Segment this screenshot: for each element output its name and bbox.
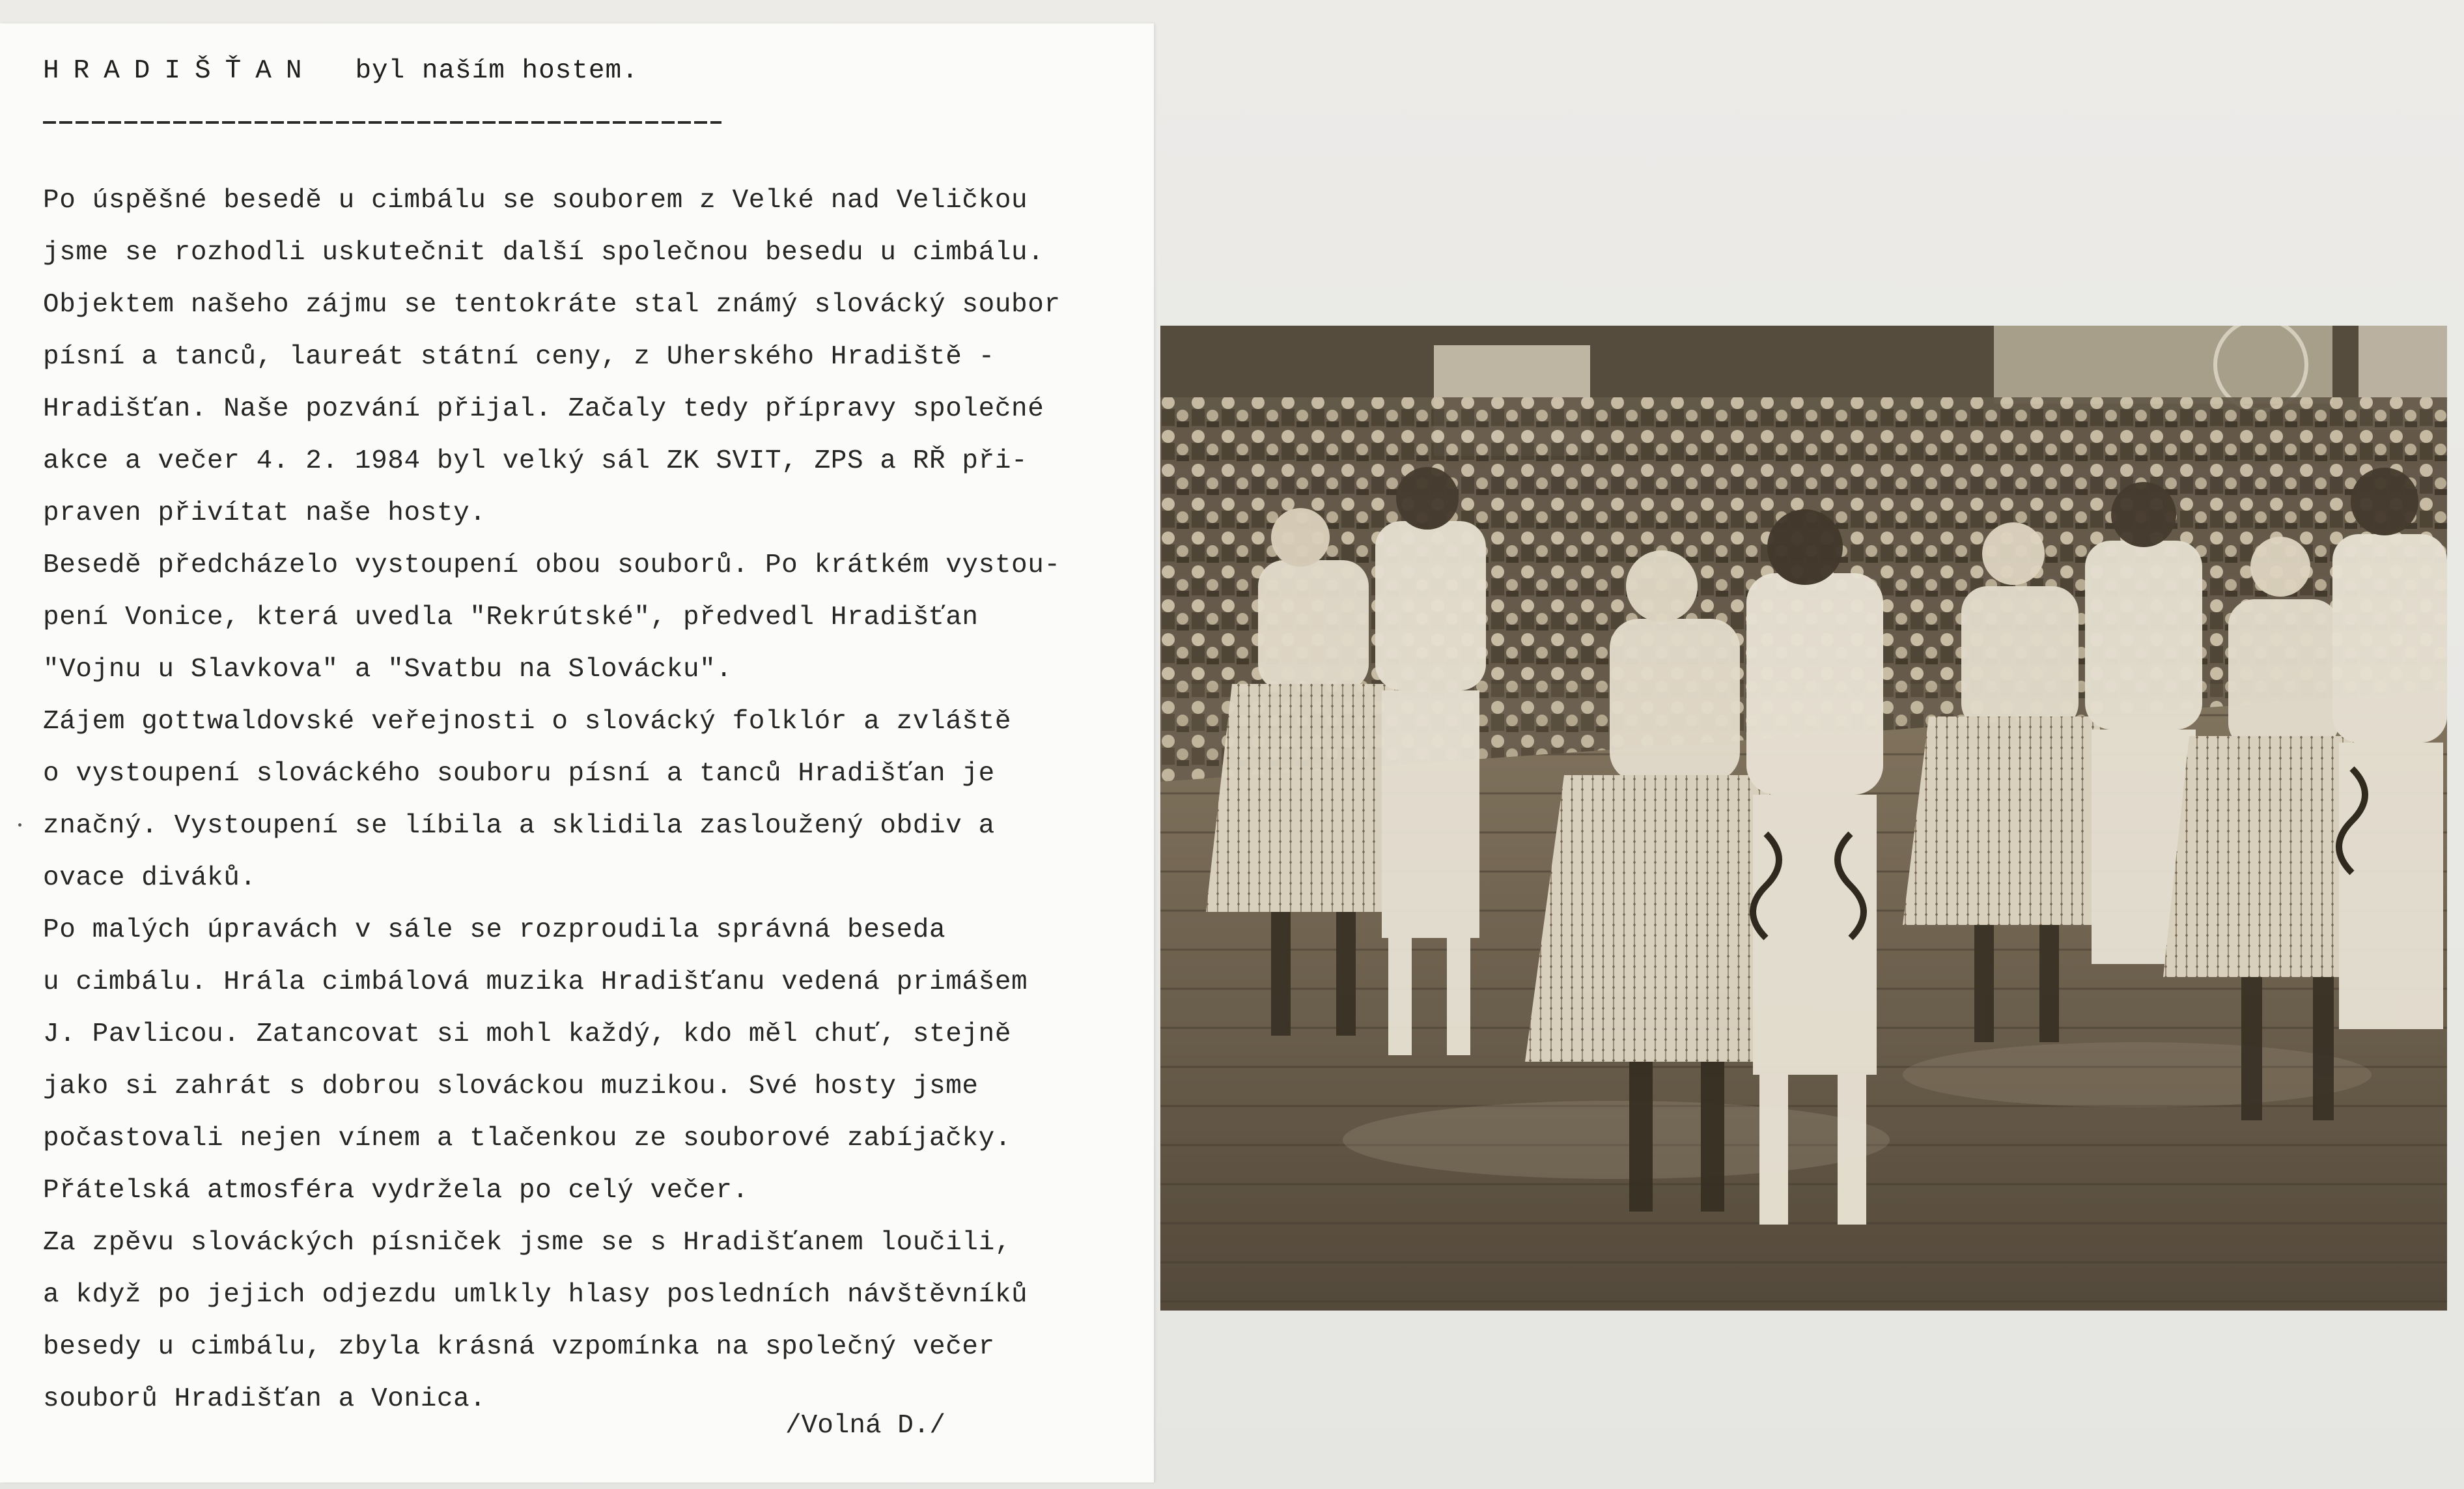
body-line: počastovali nejen vínem a tlačenkou ze souborové zabíjačky. <box>43 1124 1012 1154</box>
body-line: Besedě předcházelo vystoupení obou souborů. Po krátkém vystou- <box>43 550 1061 580</box>
ink-speck <box>18 823 21 827</box>
body-line: Zájem gottwaldovské veřejnosti o slovácký folklór a zvláště <box>43 707 1012 737</box>
heading-underline <box>43 121 721 124</box>
body-line: souborů Hradišťan a Vonica. <box>43 1384 486 1414</box>
body-line: a když po jejich odjezdu umlkly hlasy posledních návštěvníků <box>43 1280 1028 1310</box>
body-line: o vystoupení slováckého souboru písní a tanců Hradišťan je <box>43 759 995 789</box>
body-line: Za zpěvu slováckých písniček jsme se s Hradišťanem loučili, <box>43 1228 1012 1258</box>
body-line: praven přivítat naše hosty. <box>43 498 486 528</box>
author-signature: /Volná D./ <box>785 1411 946 1441</box>
article-body <box>43 175 1150 1425</box>
body-line: písní a tanců, laureát státní ceny, z Uherského Hradiště - <box>43 342 995 372</box>
body-line: Po úspěšné besedě u cimbálu se souborem z Velké nad Veličkou <box>43 186 1028 216</box>
article-title: HRADIŠŤAN <box>43 56 316 86</box>
body-line: ovace diváků. <box>43 863 257 893</box>
article-subtitle: byl naším hostem. <box>355 56 639 86</box>
body-line: Hradišťan. Naše pozvání přijal. Začaly tedy přípravy společné <box>43 394 1044 424</box>
body-line: Po malých úpravách v sále se rozproudila správná beseda <box>43 915 946 945</box>
body-line: akce a večer 4. 2. 1984 byl velký sál ZK SVIT, ZPS a RŘ při- <box>43 446 1028 476</box>
body-line: besedy u cimbálu, zbyla krásná vzpomínka na společný večer <box>43 1332 995 1362</box>
body-line: jako si zahrát s dobrou slováckou muzikou. Své hosty jsme <box>43 1071 979 1101</box>
body-line: u cimbálu. Hrála cimbálová muzika Hradišťanu vedená primášem <box>43 967 1028 997</box>
body-line: "Vojnu u Slavkova" a "Svatbu na Slovácku". <box>43 655 733 685</box>
folk-dance-photo <box>1160 326 2447 1311</box>
body-line: Přátelská atmosféra vydržela po celý večer. <box>43 1176 749 1206</box>
photo-illustration <box>1160 326 2447 1311</box>
article-heading <box>43 56 1150 108</box>
body-line: značný. Vystoupení se líbila a sklidila zasloužený obdiv a <box>43 811 995 841</box>
body-line: Objektem našeho zájmu se tentokráte stal známý slovácký soubor <box>43 290 1061 320</box>
body-line: J. Pavlicou. Zatancovat si mohl každý, kdo měl chuť, stejně <box>43 1019 1012 1049</box>
body-line: jsme se rozhodli uskutečnit další společnou besedu u cimbálu. <box>43 238 1044 268</box>
body-line: pení Vonice, která uvedla "Rekrútské", předvedl Hradišťan <box>43 603 979 632</box>
